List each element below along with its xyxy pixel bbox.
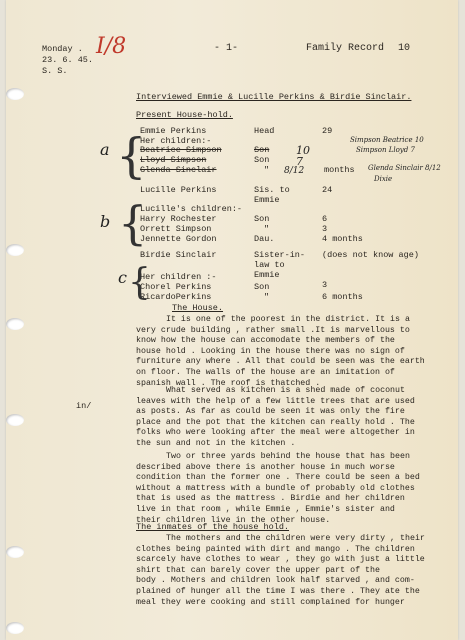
record-number: 10 [398, 43, 411, 54]
punch-hole-3 [6, 318, 24, 330]
date-line-3: S. S. [42, 66, 68, 76]
group1-note-2: Simpson Lloyd 7 [356, 146, 415, 154]
group1-brace: { [116, 128, 147, 184]
kitchen-par-line: leaves with the help of a few little trees that are used [136, 396, 415, 406]
group1-child-2: Lloyd Simpson [140, 155, 207, 165]
group2-child-3-rel: Dau. [254, 234, 275, 244]
group3-child-1-age: 3 [322, 280, 328, 290]
other-par-line: without a mattress with a bundle of probably old clothes [136, 483, 415, 493]
other-par-line: condition than the former one . There could be seen a bed [136, 473, 420, 483]
group1-marker: a [100, 140, 110, 159]
kitchen-par-line: as posts. As far as could be seen it was only the fire [136, 407, 405, 417]
group2-child-1-rel: Son [254, 214, 270, 224]
house-par-line: It is one of the poorest in the district. It is a [166, 315, 410, 324]
group2-age: 24 [322, 185, 333, 195]
group3-child-2-age: 6 months [322, 292, 363, 302]
red-record-mark: I/8 [96, 34, 127, 59]
head-relation: Head [254, 126, 275, 136]
inmates-par-line: clothes being painted with dirt and mango . The children [136, 544, 415, 554]
group1-child-1: Beatrice Simpson [140, 145, 222, 155]
date-line-1: Monday . [42, 44, 83, 54]
punch-hole-2 [6, 244, 24, 256]
page-number: - 1- [214, 43, 239, 54]
group2-child-2-age: 3 [322, 224, 328, 234]
family-record-label: Family Record [306, 43, 385, 54]
house-par-line: very crude building , rather small .It is marvellous to [136, 325, 410, 335]
group3-name: Birdie Sinclair [140, 250, 217, 260]
house-heading: The House. [172, 303, 224, 313]
other-par-line: live in that room , while Emmie , Emmie's sister and [136, 505, 395, 514]
group3-child-1: Chorel Perkins [140, 282, 212, 292]
date-line-2: 23. 6. 45. [42, 55, 94, 65]
present-household-heading: Present House-hold. [136, 110, 233, 120]
group1-child-1-age: 10 [296, 144, 310, 157]
margin-note: in/ [76, 401, 92, 411]
punch-hole-4 [6, 414, 24, 426]
head-name: Emmie Perkins [140, 126, 207, 136]
document-page [6, 0, 458, 640]
group3-marker: c [118, 268, 127, 287]
group2-child-3: Jennette Gordon [140, 234, 217, 244]
punch-hole-1 [6, 88, 24, 100]
group2-brace: { [118, 196, 148, 250]
group2-marker: b [100, 212, 111, 231]
kitchen-par-line: place and the pot that the kitchen can really hold . The [136, 417, 415, 427]
inmates-par-line: The mothers and the children were very dirty , their [166, 534, 425, 543]
other-par-line: Two or three yards behind the house that has been [166, 452, 410, 461]
group1-child-3-age: 8/12 [284, 166, 305, 176]
inmates-par-line: meal they were cooking and still complained for hunger [136, 597, 405, 607]
group2-child-1-age: 6 [322, 214, 328, 224]
inmates-heading: The inmates of the house hold. [136, 522, 290, 532]
inmates-par-line: plained of hunger all the time I was there . They ate the [136, 587, 420, 596]
group3-child-2-rel: " [264, 292, 270, 302]
interview-title: Interviewed Emmie & Lucille Perkins & Birdie Sinclair. [136, 92, 412, 102]
group3-child-1-rel: Son [254, 282, 270, 292]
kitchen-par-line: What served as kitchen is a shed made of coconut [166, 386, 405, 395]
house-par-line: on floor. The walls of the house are an imitation of [136, 368, 395, 377]
punch-hole-6 [6, 622, 24, 634]
group3-child-2: RicardoPerkins [140, 292, 212, 302]
group1-child-3-rel: " [264, 165, 270, 175]
house-par-line: know how the house can accomodate the members of the [136, 336, 395, 346]
group2-child-1: Harry Rochester [140, 214, 217, 224]
group3-children-label: Her children :- [140, 272, 217, 282]
group1-child-2-rel: Son [254, 155, 270, 165]
group3-relation: Sister-in-law to Emmie [254, 250, 306, 280]
group3-brace: { [128, 262, 151, 303]
group2-child-3-age: 4 months [322, 234, 363, 244]
group2-children-label: Lucille's children:- [140, 204, 243, 214]
other-par-line: their children live in the other house. [136, 515, 331, 525]
group2-child-2: Orrett Simpson [140, 224, 212, 234]
group1-child-1-rel: Son [254, 145, 270, 155]
group1-child-2-age: 7 [296, 155, 303, 168]
other-par-line: described above there is another house in much worse [136, 462, 395, 472]
kitchen-par-line: the sun and not in the kitchen . [136, 439, 296, 448]
inmates-par-line: scarcely have clothes to wear , they go with just a little [136, 555, 425, 565]
house-par-line: furniture any where . All that could be seen was the earth [136, 357, 425, 367]
house-par-line: house hold . Looking in the house there was no sign of [136, 346, 405, 356]
house-par-line: spanish wall . The roof is thatched . [136, 378, 321, 388]
group2-relation: Sis. to Emmie [254, 185, 290, 205]
punch-hole-5 [6, 546, 24, 558]
group1-note-4: Dixie [374, 175, 393, 183]
group1-note-3: Glenda Sinclair 8/12 [368, 164, 441, 172]
group3-age: (does not know age) [322, 250, 419, 260]
group1-note-1: Simpson Beatrice 10 [350, 136, 424, 144]
group1-months: months [324, 165, 355, 175]
group2-child-2-rel: " [264, 224, 270, 234]
group1-child-3: Glenda Sinclair [140, 165, 217, 175]
group2-name: Lucille Perkins [140, 185, 217, 195]
other-par-line: that is used as the mattress . Birdie and her children [136, 494, 405, 504]
group1-children-label: Her children:- [140, 136, 212, 146]
head-age: 29 [322, 126, 333, 136]
inmates-par-line: body . Mothers and children look half starved , and com- [136, 576, 415, 586]
kitchen-par-line: folks who were looking after the meal were altogether in [136, 428, 415, 438]
inmates-par-line: shirt that can barely cover the upper part of the [136, 565, 380, 575]
